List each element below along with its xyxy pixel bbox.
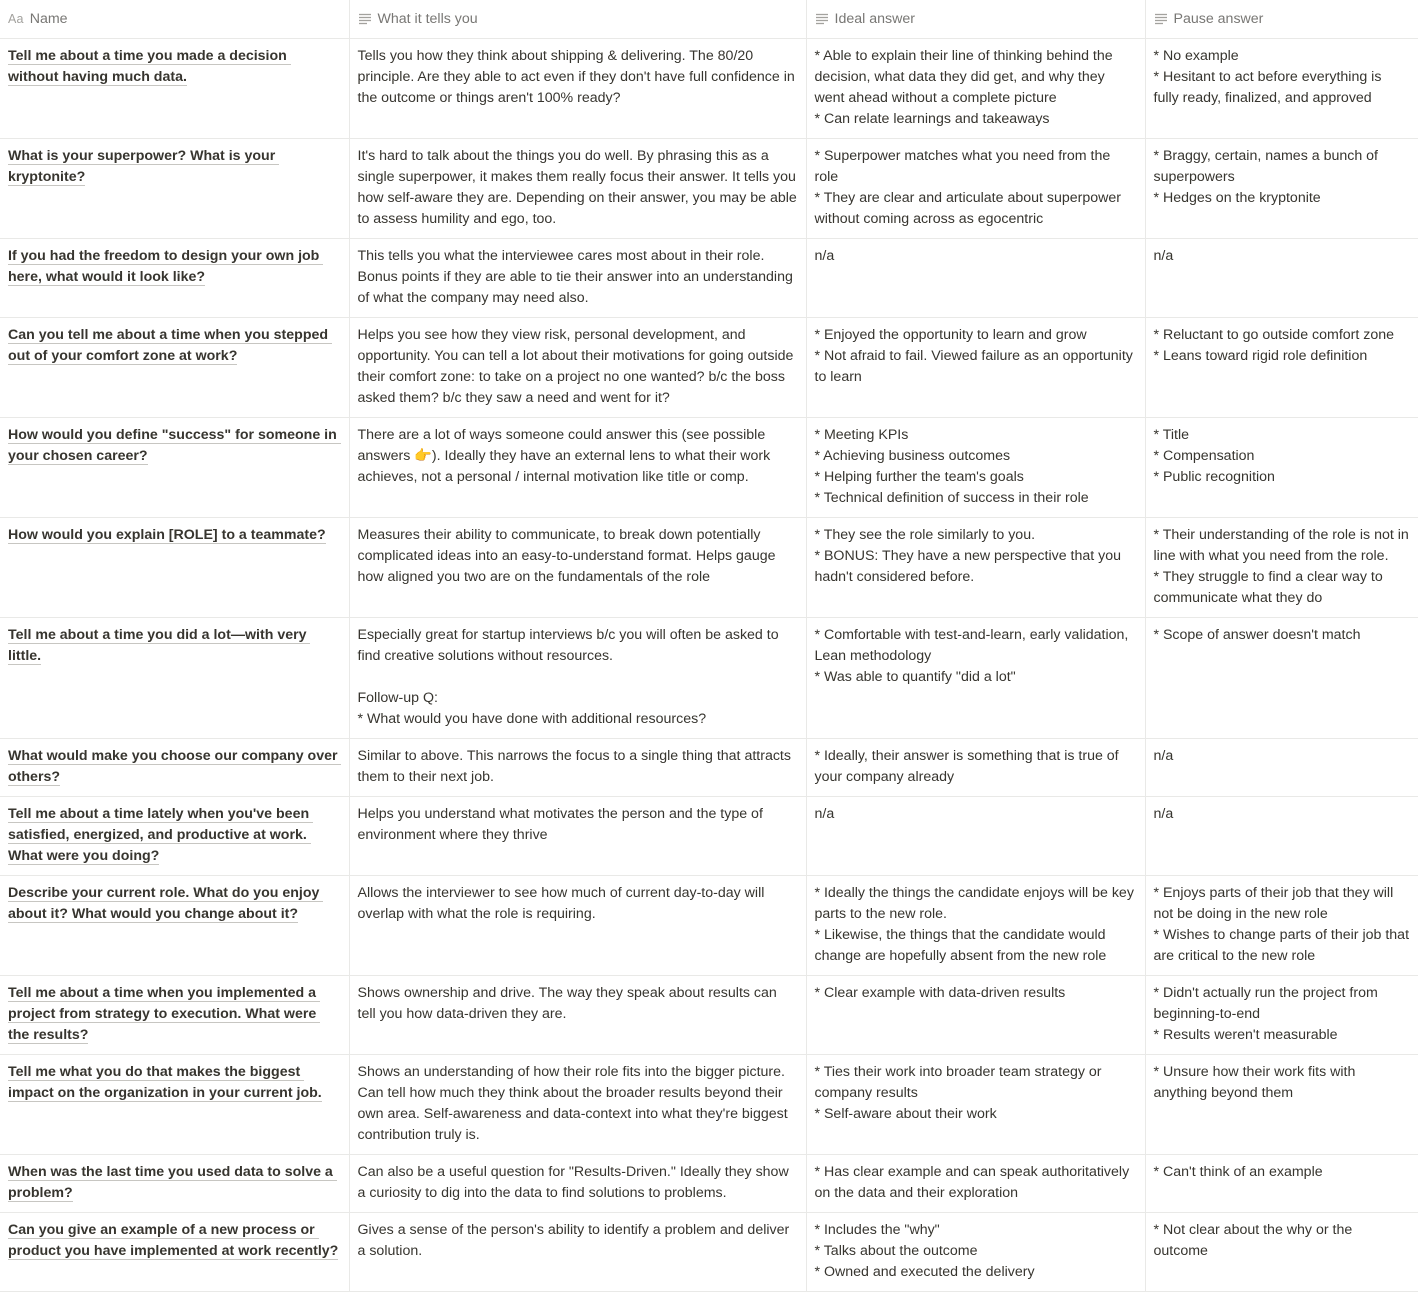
name-cell[interactable]	[0, 617, 349, 738]
column-header-label: Ideal answer	[834, 10, 915, 27]
ideal-answer-cell[interactable]: * Includes the "why" * Talks about the outcome * Owned and executed the delivery	[806, 1212, 1145, 1291]
ideal-answer-cell[interactable]: * Ideally the things the candidate enjoys will be key parts to the new role. * Likewise, the things that the candidate would change are hopefully absent from the new role	[806, 875, 1145, 975]
table-row	[0, 738, 1418, 796]
page-title-link[interactable]: What is your superpower? What is your kryptonite?	[8, 147, 280, 185]
page-title-link[interactable]: Tell me what you do that makes the biggest impact on the organization in your current job.	[8, 1063, 322, 1101]
ideal-answer-cell[interactable]: * Ideally, their answer is something that is true of your company already	[806, 738, 1145, 796]
table-row	[0, 417, 1418, 517]
name-cell[interactable]	[0, 138, 349, 238]
name-cell[interactable]	[0, 417, 349, 517]
pause-answer-cell[interactable]: * Didn't actually run the project from beginning-to-end * Results weren't measurable	[1145, 975, 1418, 1054]
pause-answer-cell[interactable]: * Can't think of an example	[1145, 1154, 1418, 1212]
name-cell[interactable]	[0, 1054, 349, 1154]
page-title-link[interactable]: Can you give an example of a new process or product you have implemented at work recently?	[8, 1221, 339, 1259]
ideal-answer-cell[interactable]: * They see the role similarly to you. * BONUS: They have a new perspective that you hadn't considered before.	[806, 517, 1145, 617]
name-cell[interactable]	[0, 1154, 349, 1212]
text-lines-icon	[1154, 13, 1168, 25]
name-cell[interactable]	[0, 975, 349, 1054]
header-row	[0, 0, 1418, 38]
ideal-answer-cell[interactable]: * Superpower matches what you need from the role * They are clear and articulate about superpower without coming across as egocentric	[806, 138, 1145, 238]
table-row	[0, 796, 1418, 875]
what-it-tells-you-cell[interactable]: Shows ownership and drive. The way they speak about results can tell you how data-driven they are.	[349, 975, 806, 1054]
what-it-tells-you-cell[interactable]: Helps you understand what motivates the person and the type of environment where they thrive	[349, 796, 806, 875]
ideal-answer-cell[interactable]: * Comfortable with test-and-learn, early validation, Lean methodology * Was able to quantify "did a lot"	[806, 617, 1145, 738]
column-header-name[interactable]	[0, 0, 349, 38]
page-title-link[interactable]: Describe your current role. What do you enjoy about it? What would you change about it?	[8, 884, 324, 922]
name-cell[interactable]	[0, 738, 349, 796]
page-title-link[interactable]: If you had the freedom to design your own job here, what would it look like?	[8, 247, 324, 285]
pause-answer-cell[interactable]: * Enjoys parts of their job that they will not be doing in the new role * Wishes to change parts of their job that are critical to the new role	[1145, 875, 1418, 975]
what-it-tells-you-cell[interactable]: Helps you see how they view risk, personal development, and opportunity. You can tell a lot about their motivations for going outside their comfort zone: to take on a project no one wanted? b/c the boss asked them? b/c they saw a need and went for it?	[349, 317, 806, 417]
page-title-link[interactable]: When was the last time you used data to solve a problem?	[8, 1163, 337, 1201]
what-it-tells-you-cell[interactable]: Allows the interviewer to see how much of current day-to-day will overlap with what the role is requiring.	[349, 875, 806, 975]
what-it-tells-you-cell[interactable]: Similar to above. This narrows the focus to a single thing that attracts them to their next job.	[349, 738, 806, 796]
text-lines-icon	[358, 13, 372, 25]
pause-answer-cell[interactable]: * Not clear about the why or the outcome	[1145, 1212, 1418, 1291]
column-header-pause-answer[interactable]	[1145, 0, 1418, 38]
ideal-answer-cell[interactable]: * Has clear example and can speak authoritatively on the data and their exploration	[806, 1154, 1145, 1212]
what-it-tells-you-cell[interactable]: Measures their ability to communicate, to break down potentially complicated ideas into an easy-to-understand format. Helps gauge how aligned you two are on the fundamentals of the role	[349, 517, 806, 617]
ideal-answer-cell[interactable]: * Meeting KPIs * Achieving business outcomes * Helping further the team's goals * Technical definition of success in their role	[806, 417, 1145, 517]
what-it-tells-you-cell[interactable]: Tells you how they think about shipping & delivering. The 80/20 principle. Are they able to act even if they don't have full confidence in the outcome or things aren't 100% ready?	[349, 38, 806, 138]
ideal-answer-cell[interactable]: * Enjoyed the opportunity to learn and grow * Not afraid to fail. Viewed failure as an opportunity to learn	[806, 317, 1145, 417]
table-row	[0, 38, 1418, 138]
page-title-link[interactable]: Tell me about a time you made a decision without having much data.	[8, 47, 291, 85]
page-title-link[interactable]: How would you define "success" for someone in your chosen career?	[8, 426, 341, 464]
name-cell[interactable]	[0, 875, 349, 975]
pause-answer-cell[interactable]: n/a	[1145, 238, 1418, 317]
ideal-answer-cell[interactable]: n/a	[806, 796, 1145, 875]
what-it-tells-you-cell[interactable]: There are a lot of ways someone could answer this (see possible answers 👉). Ideally they have an external lens to what their work achieves, not a personal / internal motivation like title or comp.	[349, 417, 806, 517]
table-row	[0, 1054, 1418, 1154]
ideal-answer-cell[interactable]: * Clear example with data-driven results	[806, 975, 1145, 1054]
name-cell[interactable]	[0, 317, 349, 417]
page-title-link[interactable]: What would make you choose our company over others?	[8, 747, 342, 785]
column-header-what-it-tells-you[interactable]	[349, 0, 806, 38]
name-cell[interactable]	[0, 796, 349, 875]
page-title-link[interactable]: Tell me about a time lately when you've been satisfied, energized, and productive at work. What were you doing?	[8, 805, 314, 864]
name-cell[interactable]	[0, 1212, 349, 1291]
page-title-link[interactable]: Tell me about a time when you implemented a project from strategy to execution. What were the results?	[8, 984, 321, 1043]
what-it-tells-you-cell[interactable]: This tells you what the interviewee cares most about in their role. Bonus points if they are able to tie their answer into an understanding of what the company may need also.	[349, 238, 806, 317]
ideal-answer-cell[interactable]: * Able to explain their line of thinking behind the decision, what data they did get, and why they went ahead without a complete picture * Can relate learnings and takeaways	[806, 38, 1145, 138]
table-row	[0, 517, 1418, 617]
pause-answer-cell[interactable]: * Unsure how their work fits with anything beyond them	[1145, 1054, 1418, 1154]
title-icon: Aa	[8, 11, 24, 26]
page-title-link[interactable]: How would you explain [ROLE] to a teammate?	[8, 526, 326, 543]
table-row	[0, 975, 1418, 1054]
table-row	[0, 875, 1418, 975]
pause-answer-cell[interactable]: n/a	[1145, 738, 1418, 796]
name-cell[interactable]	[0, 238, 349, 317]
column-header-label: Name	[29, 10, 68, 27]
ideal-answer-cell[interactable]: n/a	[806, 238, 1145, 317]
what-it-tells-you-cell[interactable]: Gives a sense of the person's ability to identify a problem and deliver a solution.	[349, 1212, 806, 1291]
what-it-tells-you-cell[interactable]: Shows an understanding of how their role fits into the bigger picture. Can tell how much they think about the broader results beyond their own area. Self-awareness and data-context into what they're biggest contribution truly is.	[349, 1054, 806, 1154]
what-it-tells-you-cell[interactable]: Can also be a useful question for "Results-Driven." Ideally they show a curiosity to dig into the data to find solutions to problems.	[349, 1154, 806, 1212]
text-lines-icon	[815, 13, 829, 25]
page-title-link[interactable]: Can you tell me about a time when you stepped out of your comfort zone at work?	[8, 326, 333, 364]
table-row	[0, 617, 1418, 738]
page-title-link[interactable]: Tell me about a time you did a lot—with very little.	[8, 626, 311, 664]
name-cell[interactable]	[0, 517, 349, 617]
table-row	[0, 1212, 1418, 1291]
pause-answer-cell[interactable]: * Scope of answer doesn't match	[1145, 617, 1418, 738]
pause-answer-cell[interactable]: n/a	[1145, 796, 1418, 875]
pause-answer-cell[interactable]: * Braggy, certain, names a bunch of superpowers * Hedges on the kryptonite	[1145, 138, 1418, 238]
pause-answer-cell[interactable]: * Reluctant to go outside comfort zone * Leans toward rigid role definition	[1145, 317, 1418, 417]
table-row	[0, 317, 1418, 417]
column-header-ideal-answer[interactable]	[806, 0, 1145, 38]
column-header-label: Pause answer	[1173, 10, 1264, 27]
table-row	[0, 1154, 1418, 1212]
name-cell[interactable]	[0, 38, 349, 138]
table-row	[0, 138, 1418, 238]
what-it-tells-you-cell[interactable]: It's hard to talk about the things you do well. By phrasing this as a single superpower, it makes them really focus their answer. It tells you how self-aware they are. Depending on their answer, you may be able to assess humility and ego, too.	[349, 138, 806, 238]
pause-answer-cell[interactable]: * No example * Hesitant to act before everything is fully ready, finalized, and approved	[1145, 38, 1418, 138]
pause-answer-cell[interactable]: * Title * Compensation * Public recognition	[1145, 417, 1418, 517]
ideal-answer-cell[interactable]: * Ties their work into broader team strategy or company results * Self-aware about their work	[806, 1054, 1145, 1154]
table-row	[0, 238, 1418, 317]
what-it-tells-you-cell[interactable]: Especially great for startup interviews b/c you will often be asked to find creative solutions without resources. Follow-up Q: * What would you have done with additional resources?	[349, 617, 806, 738]
column-header-label: What it tells you	[377, 10, 478, 27]
pause-answer-cell[interactable]: * Their understanding of the role is not in line with what you need from the role. * They struggle to find a clear way to communicate what they do	[1145, 517, 1418, 617]
